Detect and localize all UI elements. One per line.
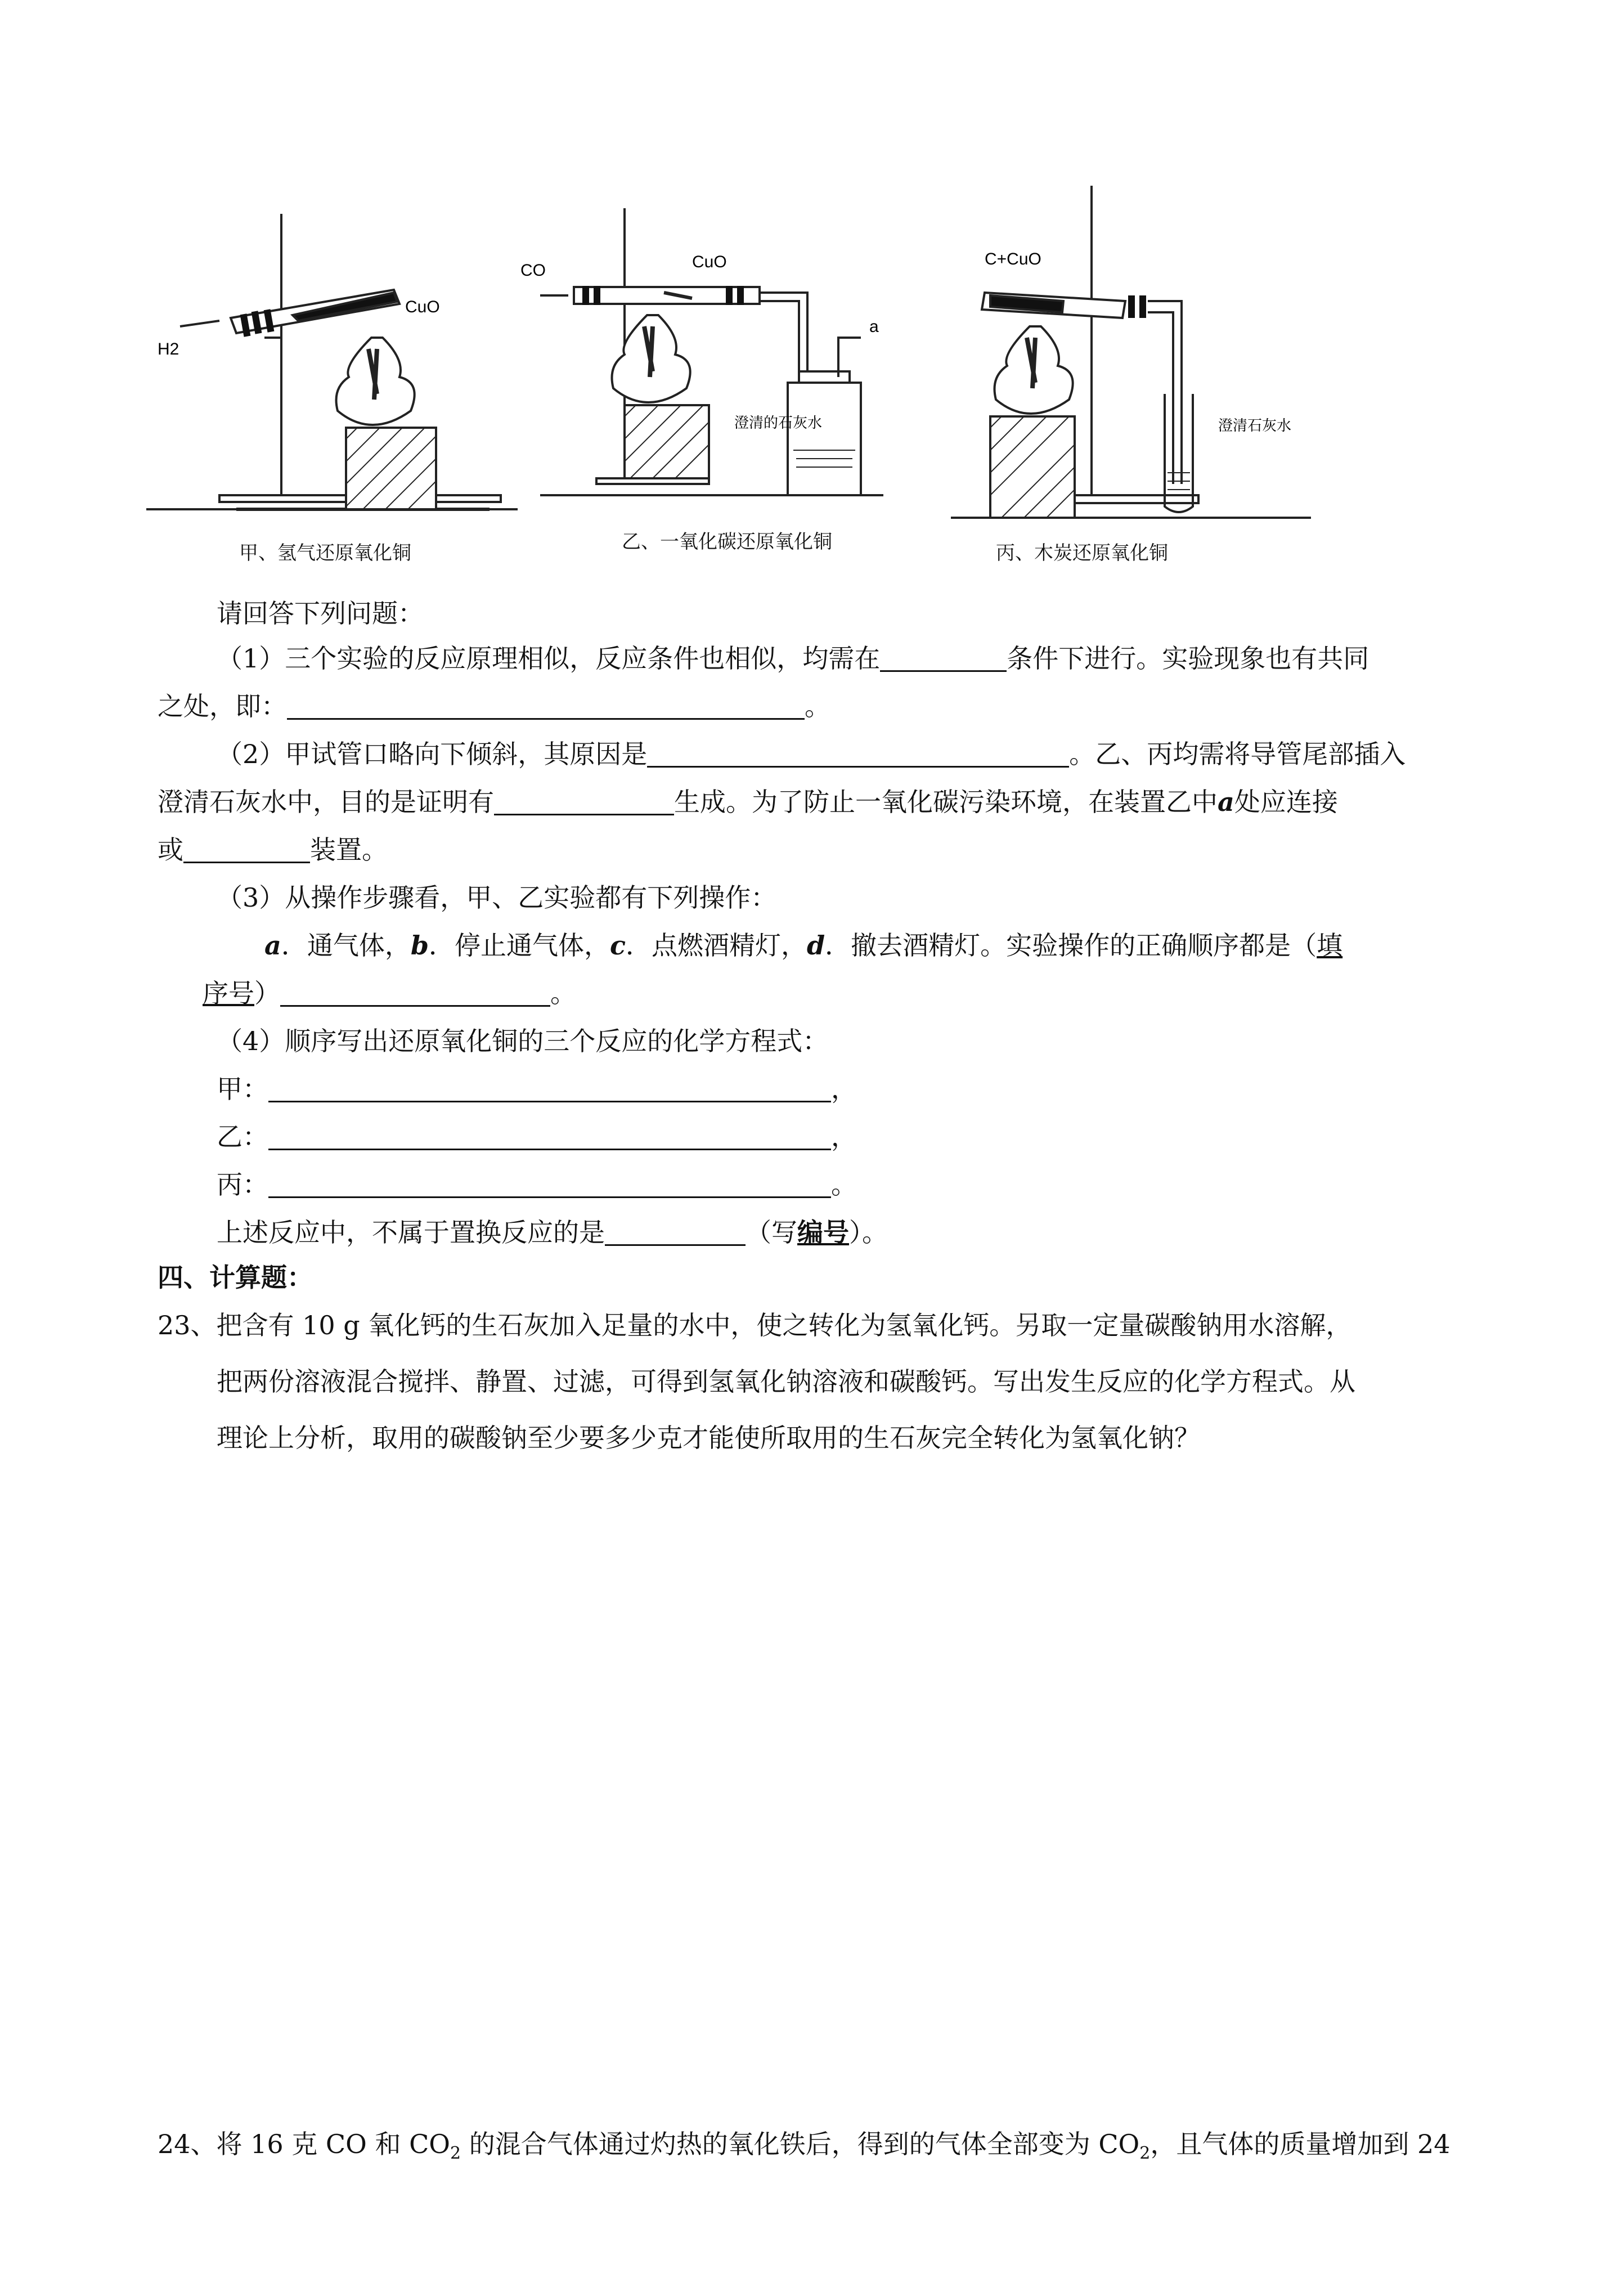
q24-text-b: 的混合气体通过灼热的氧化铁后，得到的气体全部变为 CO <box>461 2129 1140 2159</box>
q3-line-2 <box>264 929 1342 962</box>
q4-yi-equation-blank[interactable] <box>268 1124 831 1150</box>
q3-opt-d-key: d <box>807 930 825 961</box>
fig-bing-limewater-label: 澄清石灰水 <box>1218 417 1292 434</box>
q4-yi-row <box>217 1120 857 1154</box>
fig-jia-caption: 甲、氢气还原氧化铜 <box>239 542 411 564</box>
q2-line-2 <box>158 785 1338 819</box>
q1-line-1 <box>217 642 1369 675</box>
q4-bing-label: 丙： <box>217 1169 268 1200</box>
q3-opt-a-label: ．通气体， <box>281 930 411 961</box>
fig-yi-solid-label: CuO <box>692 253 727 271</box>
q2-text-d: 生成。为了防止一氧化碳污染环境，在装置乙中 <box>674 787 1218 817</box>
q2-line-1 <box>217 737 1406 771</box>
q1-line-2 <box>158 689 830 723</box>
q2-text-f: 或 <box>158 835 183 865</box>
q3-text-a: （3）从操作步骤看，甲、乙实验都有下列操作： <box>217 882 777 913</box>
q24-text-c: ，且气体的质量增加到 24 <box>1150 2129 1451 2159</box>
fig-yi-caption: 乙、一氧化碳还原氧化铜 <box>622 531 832 553</box>
q24-text-a: 24、将 16 克 CO 和 CO <box>158 2129 450 2159</box>
q4-jia-end: ， <box>831 1074 857 1104</box>
q3-line-3 <box>203 976 576 1010</box>
q23-line-1: 23、把含有 10 g 氧化钙的生石灰加入足量的水中，使之转化为氢氧化钙。另取一定量碳酸钠用水溶解， <box>158 1310 1352 1340</box>
q3-text-b: ） <box>254 978 280 1008</box>
q2-text-a: （2）甲试管口略向下倾斜，其原因是 <box>217 739 648 769</box>
q4-yi-end: ， <box>831 1122 857 1152</box>
q4-jia-label: 甲： <box>217 1074 268 1104</box>
q3-opt-b-key: b <box>410 930 429 961</box>
q23-line-3: 理论上分析，取用的碳酸钠至少要多少克才能使所取用的生石灰完全转化为氢氧化钠？ <box>217 1423 1200 1453</box>
q1-text-a: （1）三个实验的反应原理相似，反应条件也相似，均需在 <box>217 643 881 674</box>
q24-sub-1: 2 <box>450 2143 461 2164</box>
q3-fill-b: 序号 <box>203 978 254 1008</box>
q23-line-2: 把两份溶液混合搅拌、静置、过滤，可得到氢氧化钠溶液和碳酸钙。写出发生反应的化学方程式。从 <box>217 1366 1355 1397</box>
prompt-line: 请回答下列问题： <box>217 598 424 629</box>
q3-opt-c-label: ．点燃酒精灯， <box>626 930 807 961</box>
q4-jia-row <box>217 1072 857 1106</box>
q2-text-c: 澄清石灰水中，目的是证明有 <box>158 787 494 817</box>
q24-line-1 <box>158 2127 1451 2171</box>
q4-text-e: ）。 <box>849 1217 888 1248</box>
q1-text-b: 条件下进行。实验现象也有共同 <box>1007 643 1369 674</box>
fig-jia-solid-label: CuO <box>405 298 440 316</box>
q2-line-3 <box>158 833 388 867</box>
q4-non-displacement-blank[interactable] <box>605 1219 746 1246</box>
charcoal-apparatus-diagram <box>951 180 1333 529</box>
q4-bing-row <box>217 1168 857 1201</box>
fig-yi-port-label: a <box>869 317 879 336</box>
q4-text-c: （写 <box>746 1217 797 1248</box>
hydrogen-apparatus-diagram <box>146 203 518 518</box>
q4-jia-equation-blank[interactable] <box>268 1076 831 1102</box>
q3-opt-b-label: ．停止通气体， <box>428 930 610 961</box>
section-heading: 四、计算题： <box>158 1262 313 1293</box>
q4-text-a: （4）顺序写出还原氧化铜的三个反应的化学方程式： <box>217 1026 829 1056</box>
q2-product-blank[interactable] <box>494 789 674 815</box>
carbon-monoxide-apparatus-diagram <box>520 203 895 501</box>
fig-yi-limewater-label: 澄清的石灰水 <box>734 414 823 431</box>
fig-jia-gas-label: H2 <box>158 340 179 358</box>
q2-text-g: 装置。 <box>310 835 388 865</box>
q2-reason-blank[interactable] <box>647 741 1069 768</box>
q3-opt-c-key: c <box>609 930 626 961</box>
q2-text-b: 。乙、丙均需将导管尾部插入 <box>1069 739 1406 769</box>
q1-text-c: 之处，即： <box>158 691 287 721</box>
fig-bing-caption: 丙、木炭还原氧化铜 <box>996 542 1168 564</box>
q1-text-d: 。 <box>805 691 830 721</box>
figure-bing <box>951 180 1333 529</box>
q4-bing-end: 。 <box>831 1169 857 1200</box>
q1-condition-blank[interactable] <box>880 645 1007 672</box>
q4-text-b: 上述反应中，不属于置换反应的是 <box>217 1217 605 1248</box>
q3-text-c: 。 <box>550 978 576 1008</box>
q3-line-1 <box>217 881 776 914</box>
fig-yi-gas-label: CO <box>520 261 546 280</box>
q4-line-last <box>217 1216 888 1249</box>
q3-opt-d-label: ．撤去酒精灯。实验操作的正确顺序都是（ <box>825 930 1317 961</box>
q3-order-blank[interactable] <box>280 980 550 1007</box>
q4-line-1 <box>217 1024 828 1058</box>
q2-device-blank[interactable] <box>183 837 310 863</box>
q3-opt-a-key: a <box>264 930 281 961</box>
q4-bing-equation-blank[interactable] <box>268 1172 831 1198</box>
q4-yi-label: 乙： <box>217 1122 268 1152</box>
figure-yi <box>520 203 895 501</box>
q2-text-e: 处应连接 <box>1234 787 1338 817</box>
q1-phenomenon-blank[interactable] <box>287 693 805 720</box>
fig-bing-solid-label: C+CuO <box>985 250 1041 268</box>
q3-fill-a: 填 <box>1317 930 1343 961</box>
q2-point-a: a <box>1218 787 1234 817</box>
figure-jia <box>146 203 518 518</box>
q4-text-d: 编号 <box>797 1217 849 1248</box>
q24-sub-2: 2 <box>1139 2143 1151 2164</box>
